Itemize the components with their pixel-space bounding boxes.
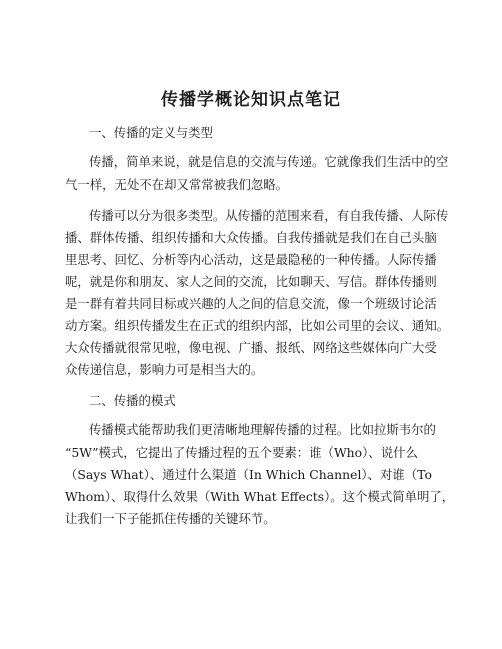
paragraph-line: 众传递信息，影响力可是相当大的。 bbox=[65, 362, 264, 377]
paragraph-line: 气一样，无处不在却又常常被我们忽略。 bbox=[65, 177, 289, 192]
paragraph-line: 传播可以分为很多类型。从传播的范围来看，有自我传播、人际传 bbox=[89, 208, 449, 223]
paragraph-line: 呢，就是你和朋友、家人之间的交流，比如聊天、写信。群体传播则 bbox=[65, 274, 437, 289]
paragraph-line: 大众传播就很常见啦，像电视、广播、报纸、网络这些媒体向广大受 bbox=[65, 340, 437, 355]
paragraph-line: 播、群体传播、组织传播和大众传播。自我传播就是我们在自己头脑 bbox=[65, 230, 437, 245]
section-heading-definition: 一、传播的定义与类型 bbox=[89, 125, 213, 140]
paragraph-line: 让我们一下子能抓住传播的关键环节。 bbox=[65, 511, 276, 526]
paragraph-line: 传播模式能帮助我们更清晰地理解传播的过程。比如拉斯韦尔的 bbox=[89, 422, 436, 437]
paragraph-line: （Says What）、通过什么渠道（In Which Channel）、对谁（To bbox=[65, 467, 432, 482]
document-title: 传播学概论知识点笔记 bbox=[161, 90, 341, 110]
paragraph-line: Whom）、取得什么效果（With What Effects）。这个模式简单明了， bbox=[65, 489, 455, 504]
section-heading-models: 二、传播的模式 bbox=[89, 393, 176, 408]
paragraph-line: “5W”模式，它提出了传播过程的五个要素：谁（Who）、说什么 bbox=[65, 445, 418, 460]
paragraph-line: 动方案。组织传播发生在正式的组织内部，比如公司里的会议、通知。 bbox=[65, 318, 450, 333]
paragraph-line: 传播，简单来说，就是信息的交流与传递。它就像我们生活中的空 bbox=[89, 154, 449, 169]
paragraph-line: 里思考、回忆、分析等内心活动，这是最隐秘的一种传播。人际传播 bbox=[65, 252, 437, 267]
paragraph-line: 是一群有着共同目标或兴趣的人之间的信息交流，像一个班级讨论活 bbox=[65, 296, 437, 311]
